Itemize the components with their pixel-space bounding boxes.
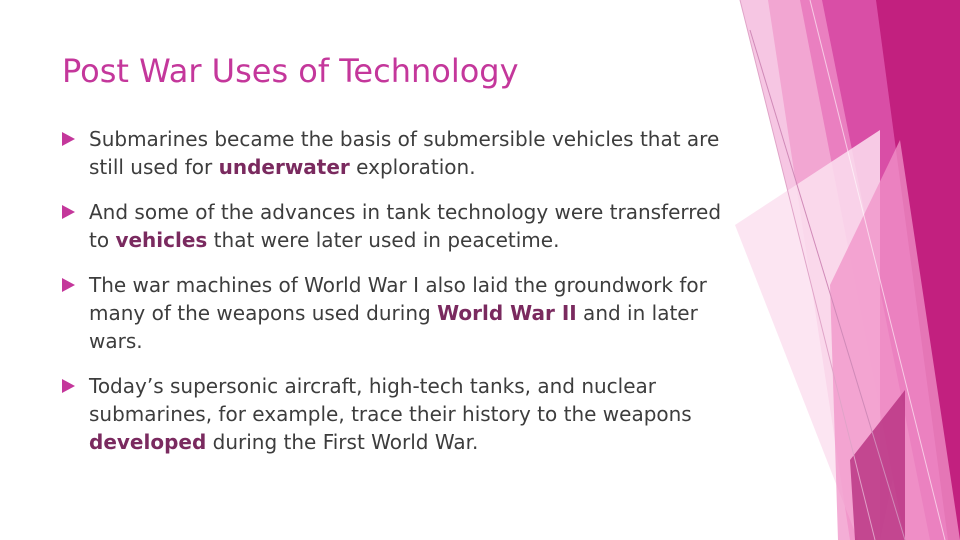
right-arrow-bullet-icon [62,132,75,146]
bullet-text-4 [89,374,692,454]
bullet-text-1 [89,127,719,179]
bullet-segment: exploration. [349,155,476,179]
bullet-highlight: underwater [218,155,350,179]
bullet-segment: that were later used in peacetime. [207,228,560,252]
bullet-segment: The war machines of World War I also laid the groundwork for many of the weapons used during [89,273,707,325]
bullet-segment: And some of the advances in tank technology were transferred to [89,200,722,252]
right-arrow-bullet-icon [62,278,75,292]
bullet-segment: and in later wars. [89,301,698,353]
bullet-highlight: World War II [437,301,577,325]
right-arrow-bullet-icon [62,379,75,393]
bullet-item-4 [62,372,732,456]
bullet-segment: Submarines became the basis of submersible vehicles that are still used for [89,127,720,179]
bullet-item-3 [62,271,732,355]
bullet-text-3 [89,273,707,353]
bullet-segment: during the First World War. [206,430,479,454]
bullet-item-2 [62,198,732,254]
slide-title: Post War Uses of Technology [62,52,519,90]
bullet-segment: Today’s supersonic aircraft, high-tech tanks, and nuclear submarines, for example, trace their history to the weapons [89,374,692,426]
bullet-highlight: vehicles [115,228,208,252]
bullet-list [62,125,732,473]
right-arrow-bullet-icon [62,205,75,219]
bullet-highlight: developed [89,430,207,454]
bullet-text-2 [89,200,721,252]
bullet-item-1 [62,125,732,181]
